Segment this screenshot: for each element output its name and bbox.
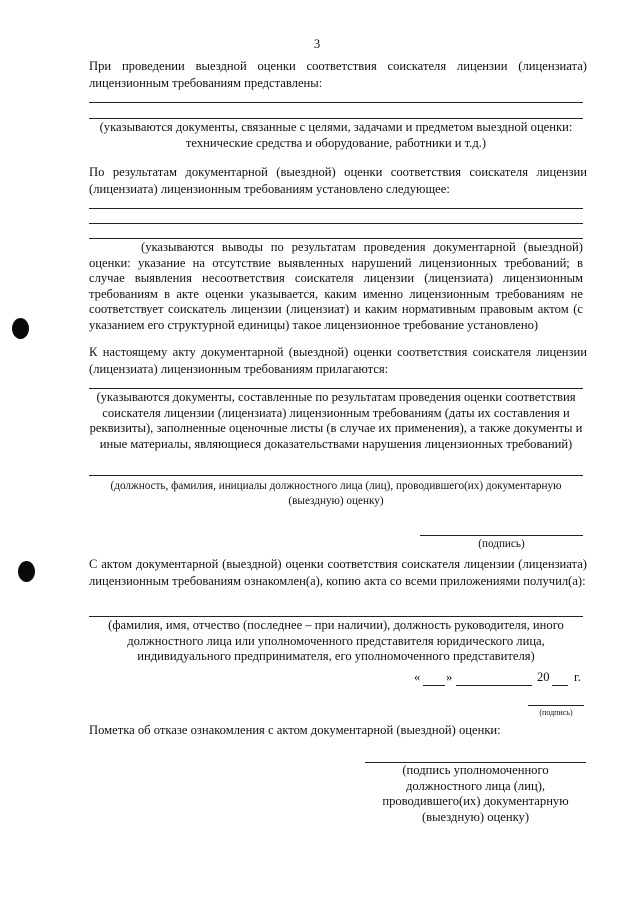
date-month-blank — [456, 685, 532, 686]
date-open-quote: « — [414, 670, 421, 684]
signature-line — [528, 705, 584, 706]
hint-presented-documents: (указываются документы, связанные с целями, задачами и предметом выездной оценки: технические средства и оборудование, работники и т.д.) — [99, 120, 573, 150]
paragraph-attachments: К настоящему акту документарной (выездной) оценки соответствия соискателя лицензии (лицензиата) лицензионным требованиям прилагаются: — [89, 345, 587, 376]
fill-line — [89, 223, 583, 224]
date-year-suffix: г. — [574, 670, 581, 684]
signature-caption: (подпись) — [478, 538, 525, 550]
hint-inspector: (должность, фамилия, инициалы должностного лица (лиц), проводившего(их) документарную (выездную) оценку) — [110, 480, 562, 507]
fill-line — [89, 208, 583, 209]
hint-findings: (указываются выводы по результатам проведения документарной (выездной) оценки: указание на отсутствие выявленных нарушений лицензионных требований; в случае выявления несоответствия соискателя лицензии (лицензиата) лицензионным требованиям в акте оценки указывается, каким именно лицензионным требованиям не соответствует соискатель лицензии (лицензиат) и каким нормативным правовым актом (с указанием его структурной единицы) такое лицензионное требование установлено) — [89, 240, 583, 332]
date-field — [414, 670, 589, 687]
paragraph-findings: По результатам документарной (выездной) оценки соответствия соискателя лицензии (лицензиата) лицензионным требованиям установлено следующее: — [89, 165, 587, 196]
date-year-prefix: 20 — [537, 670, 550, 684]
fill-line — [89, 238, 583, 239]
paragraph-presented-documents: При проведении выездной оценки соответствия соискателя лицензии (лицензиата) лицензионным требованиям представлены: — [89, 59, 587, 90]
fill-line — [89, 616, 583, 617]
date-close-quote: » — [446, 670, 453, 684]
punch-hole-top — [12, 318, 29, 339]
fill-line — [89, 102, 583, 103]
hint-attachments: (указываются документы, составленные по результатам проведения оценки соответствия соискателя лицензии (лицензиата) лицензионным требованиям (даты их составления и реквизиты), заполненные оценочные листы (в случае их применения), а также документы и иные материалы, являющиеся доказательствами нарушения лицензионных требований) — [89, 390, 583, 451]
date-year-blank — [552, 685, 568, 686]
paragraph-acknowledgement: С актом документарной (выездной) оценки соответствия соискателя лицензии (лицензиата) лицензионным требованиям ознакомлен(а), копию акта со всеми приложениями получил(а): — [89, 557, 587, 588]
signature-caption-small: (подпись) — [539, 708, 573, 717]
date-day-blank — [423, 685, 445, 686]
punch-hole-bottom — [18, 561, 35, 582]
fill-line — [89, 388, 583, 389]
signature-line — [420, 535, 583, 536]
hint-acknowledged-person: (фамилия, имя, отчество (последнее – при наличии), должность руководителя, иного должностного лица или уполномоченного представителя юридического лица, индивидуального предпринимателя, его уполномоченного представителя) — [108, 618, 564, 664]
fill-line-inspector — [89, 475, 583, 476]
paragraph-refusal-mark: Пометка об отказе ознакомления с актом документарной (выездной) оценки: — [89, 723, 501, 737]
hint-authorized-signature: (подпись уполномоченного должностного лица (лиц), проводившего(их) документарную (выездную) оценку) — [382, 763, 569, 824]
fill-line — [89, 118, 583, 119]
page-number: 3 — [313, 37, 321, 51]
